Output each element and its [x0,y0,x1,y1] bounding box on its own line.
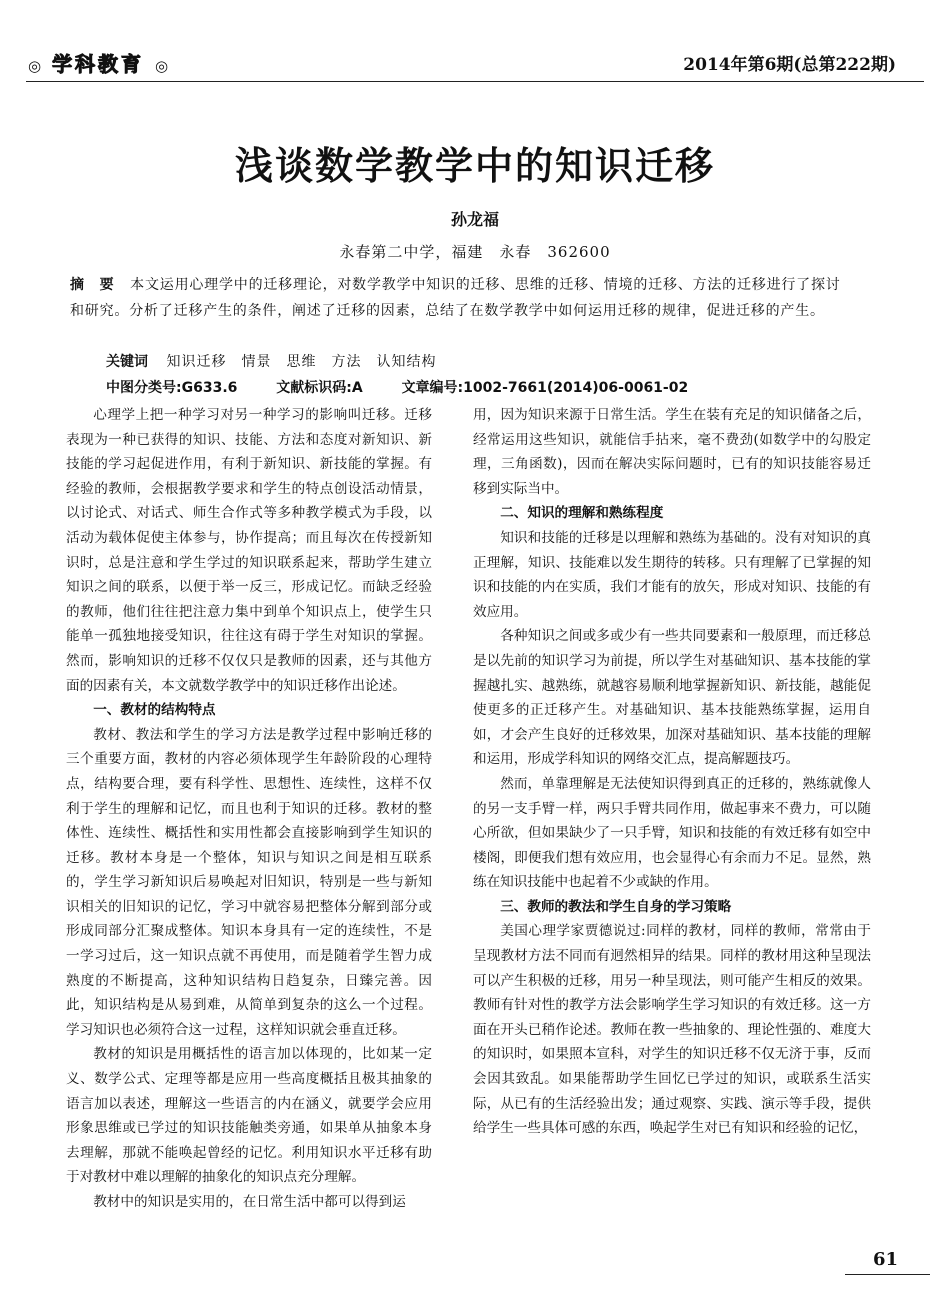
section-heading-3: 三、教师的教法和学生自身的学习策略 [500,898,732,915]
journal-section-mark [28,48,168,77]
paragraph: 心理学上把一种学习对另一种学习的影响叫迁移。迁移表现为一种已获得的知识、技能、方法和态度对新知识、新技能的学习起促进作用，有利于新知识、新技能的掌握。有经验的教师，会根据教学要求和学生的特点创设活动情景，以讨论式、对话式、师生合作式等多种教学模式为手段，以活动为载体促使主体参与，协作提高；而且每次在传授新知识时，总是注意和学生学过的知识联系起来，帮助学生建立知识之间的联系，以便于举一反三，形成记忆。而缺乏经验的教师，他们往往把注意力集中到单个知识点上，使学生只能单一孤独地接受知识，往往这有碍于学生对知识的掌握。然而，影响知识的迁移不仅仅只是教师的因素，还与其他方面的因素有关，本文就数学教学中的知识迁移作出论述。 [66,407,432,694]
ring-ornament-right: ◎ [155,57,169,75]
keywords-list: 知识迁移 情景 思维 方法 认知结构 [166,354,437,370]
abstract-text: 本文运用心理学中的迁移理论，对数学教学中知识的迁移、思维的迁移、情境的迁移、方法的迁移进行了探讨和研究。分析了迁移产生的条件，阐述了迁移的因素，总结了在数学教学中如何运用迁移的规律，促进迁移的产生。 [70,277,841,319]
footer-rule [845,1274,930,1275]
section-heading-1: 一、教材的结构特点 [93,702,216,719]
article-number: 文章编号:1002-7661(2014)06-0061-02 [401,380,689,396]
paragraph: 美国心理学家贾德说过:同样的教材，同样的教师，常常由于呈现教材方法不同而有迥然相异的结果。同样的教材用这种呈现法可以产生积极的迁移，用另一种呈现法，则可能产生相反的效果。教师有针对性的教学方法会影响学生学习知识的有效迁移。这一方面在开头已稍作论述。教师在教一些抽象的、理论性强的、难度大的知识时，如果照本宣科，对学生的知识迁移不仅无济于事，反而会因其致乱。如果能帮助学生回忆已学过的知识，或联系生活实际，从已有的生活经验出发；通过观察、实践、演示等手段，提供给学生一些具体可感的东西，唤起学生对已有知识和经验的记忆， [473,923,871,1137]
section-name: 学科教育 [52,52,145,76]
paragraph-continued: 用，因为知识来源于日常生活。学生在装有充足的知识储备之后，经常运用这些知识，就能信手拈来，毫不费劲(如数学中的勾股定理，三角函数)，因而在解决实际问题时，已有的知识技能容易迁移到实际当中。 [473,407,871,497]
ring-ornament-left: ◎ [28,57,42,75]
paragraph: 各种知识之间或多或少有一些共同要素和一般原理，而迁移总是以先前的知识学习为前提，所以学生对基础知识、基本技能的掌握越扎实、越熟练，就越容易顺利地掌握新知识、新技能，越能促使更多的正迁移产生。对基础知识、基本技能熟练掌握，运用自如，才会产生良好的迁移效果，加深对基础知识、基本技能的理解和运用，形成学科知识的网络交汇点，提高解题技巧。 [473,628,871,768]
paragraph: 教材、教法和学生的学习方法是教学过程中影响迁移的三个重要方面，教材的内容必须体现学生年龄阶段的心理特点，结构要合理，要有科学性、思想性、连续性，这样不仅利于学生的理解和记忆，而且也利于知识的迁移。教材的整体性、连续性、概括性和实用性都会直接影响到学生知识的迁移。教材本身是一个整体，知识与知识之间是相互联系的，学生学习新知识后易唤起对旧知识，特别是一些与新知识相关的旧知识的记忆，学习中就容易把整体分解到部分或形成同部分汇聚成整体。知识本身具有一定的连续性，不是一学习过后，这一知识点就不再使用，而是随着学生智力成熟度的不断提高，这种知识结构日趋复杂，日臻完善。因此，知识结构是从易到难，从简单到复杂的这么一个过程。学习知识也必须符合这一过程，这样知识就会垂直迁移。 [66,726,432,1038]
paragraph: 教材的知识是用概括性的语言加以体现的，比如某一定义、数学公式、定理等都是应用一些高度概括且极其抽象的语言加以表述，理解这一些语言的内在涵义，就要学会应用形象思维或已学过的知识技能触类旁通，如果单从抽象本身去理解，那就不能唤起曾经的记忆。利用知识水平迁移有助于对教材中难以理解的抽象化的知识点充分理解。 [66,1046,432,1186]
keywords-label: 关键词 [106,354,148,370]
author-name: 孙龙福 [450,210,499,229]
paragraph: 教材中的知识是实用的，在日常生活中都可以得到运 [93,1194,406,1210]
right-column [473,403,871,1141]
paragraph: 然而，单靠理解是无法使知识得到真正的迁移的，熟练就像人的另一支手臂一样，两只手臂共同作用，做起事来不费力，可以随心所欲，但如果缺少了一只手臂，知识和技能的有效迁移有如空中楼阁，即便我们想有效应用，也会显得心有余而力不足。显然，熟练在知识技能中也起着不少或缺的作用。 [473,775,871,891]
left-column [66,403,432,1215]
issue-info: 2014年第6期(总第222期) [683,55,896,75]
classification-line [106,377,866,399]
header-rule [26,81,924,82]
section-heading-2: 二、知识的理解和熟练程度 [500,505,664,522]
page-number: 61 [872,1249,898,1270]
document-code: 文献标识码:A [276,380,363,396]
abstract [70,272,850,324]
article-title: 浅谈数学教学中的知识迁移 [234,144,715,188]
author-affiliation: 永春第二中学，福建 永春 362600 [339,243,611,261]
clc-number: 中图分类号:G633.6 [106,380,238,396]
paragraph: 知识和技能的迁移是以理解和熟练为基础的。没有对知识的真正理解，知识、技能难以发生期待的转移。只有理解了已掌握的知识和技能的内在实质，我们才能有的放矢，形成对知识、技能的有效应用。 [473,529,871,620]
abstract-label: 摘 要 [70,277,115,293]
keywords-line [106,351,866,373]
